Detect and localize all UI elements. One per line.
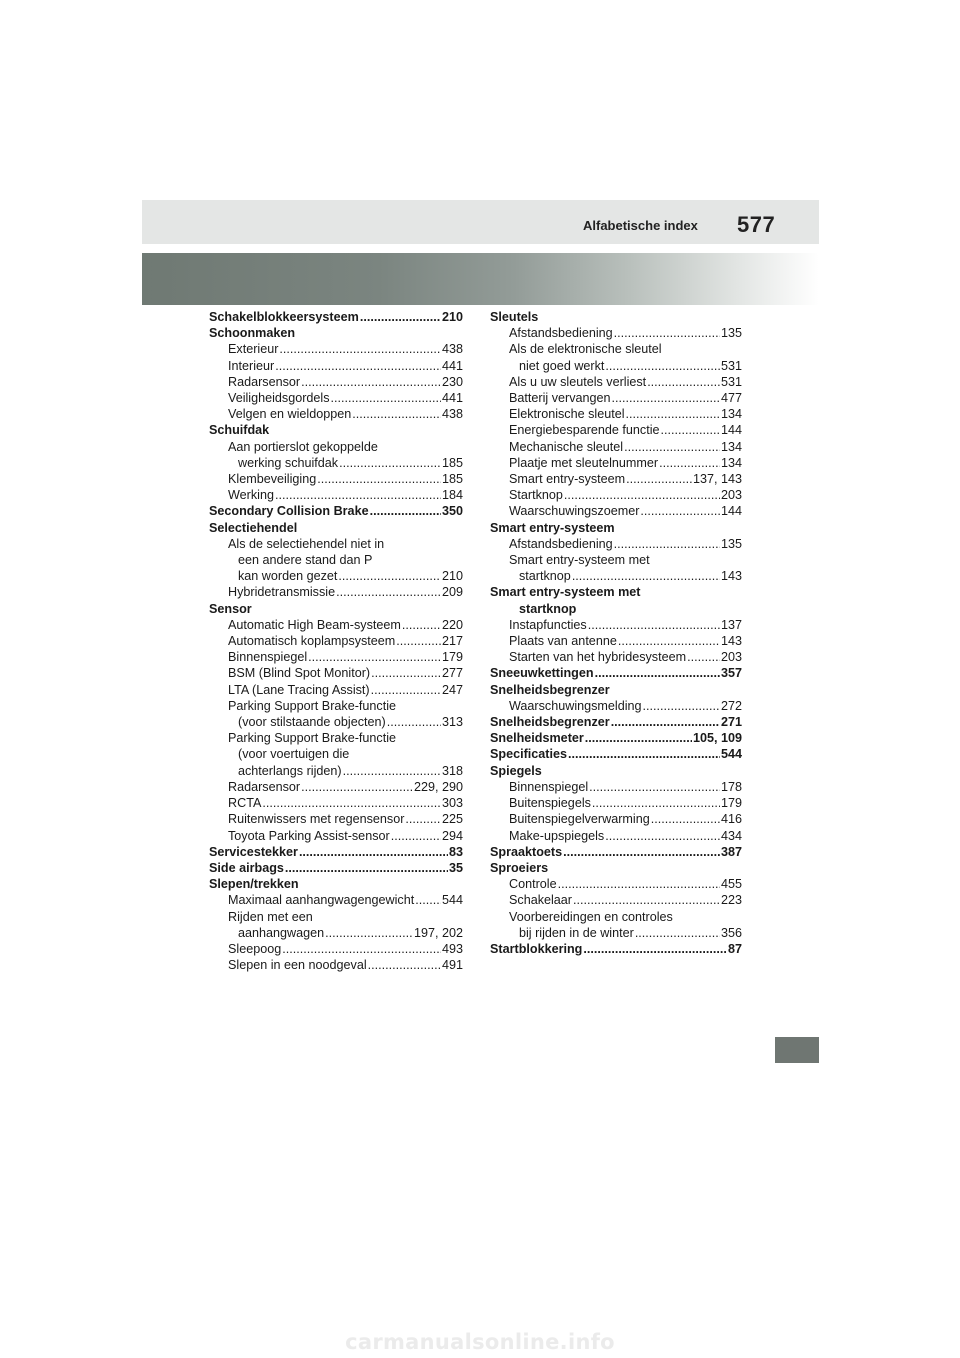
index-entry [490,876,742,892]
index-entry-text: Automatisch koplampsysteem [228,634,396,649]
index-entry [209,876,463,892]
dot-leader [343,763,441,779]
index-entry [209,844,463,860]
index-entry-text: Servicestekker [209,844,298,859]
index-column-right [490,309,742,957]
index-entry [490,682,742,698]
index-entry-page: 220 [441,617,463,632]
dot-leader [572,568,720,584]
dot-leader [647,374,720,390]
index-entry-text: Snelheidsbegrenzer [490,682,610,697]
index-entry-page: 544 [441,893,463,908]
dot-leader [605,358,720,374]
index-entry-text: Slepen/trekken [209,877,299,892]
dot-leader [573,892,720,908]
index-entry-text: Voorbereidingen en controles [509,909,673,924]
index-entry-page: 493 [441,941,463,956]
index-entry-page: 135 [720,536,742,551]
index-entry-text: Als de elektronische sleutel [509,342,662,357]
index-entry-text: Sleepoog [228,941,282,956]
index-entry-text: Startknop [509,488,563,503]
index-entry [490,795,742,811]
index-entry [490,746,742,762]
dot-leader [279,341,441,357]
index-entry-page: 357 [720,666,742,681]
index-entry-page: 137 [720,617,742,632]
index-entry [490,763,742,779]
dot-leader [612,390,720,406]
dot-leader [387,714,441,730]
dot-leader [338,568,441,584]
index-entry-page: 203 [720,488,742,503]
index-entry-page: 137, 143 [692,472,742,487]
index-entry-text: Startblokkering [490,941,583,956]
index-entry-text: Snelheidsbegrenzer [490,715,610,730]
index-entry-page: 272 [720,698,742,713]
index-entry-page: 271 [720,715,742,730]
index-entry [209,520,463,536]
index-entry [490,390,742,406]
index-entry [209,957,463,973]
index-entry-text: startknop [519,569,571,584]
dot-leader [585,730,692,746]
dot-leader [589,779,720,795]
index-entry [490,439,742,455]
dot-leader [282,941,441,957]
page-number: 577 [737,212,776,237]
index-entry [209,617,463,633]
index-entry-page: 185 [441,472,463,487]
index-entry [209,811,463,827]
index-entry [209,422,463,438]
index-entry-page: 185 [441,455,463,470]
index-entry-text: Sensor [209,601,252,616]
index-entry-text: (voor stilstaande objecten) [238,715,386,730]
index-entry [209,552,463,568]
dot-leader [624,439,720,455]
index-entry-text: Waarschuwingszoemer [509,504,640,519]
dot-leader [262,795,441,811]
index-entry [209,390,463,406]
index-entry-text: Toyota Parking Assist-sensor [228,828,390,843]
index-entry-page: 318 [441,763,463,778]
index-entry [490,714,742,730]
index-entry-text: Hybridetransmissie [228,585,336,600]
index-entry-text: Velgen en wieldoppen [228,407,352,422]
index-entry [490,520,742,536]
index-entry-page: 184 [441,488,463,503]
index-entry-page: 35 [448,860,463,875]
index-entry-text: Elektronische sleutel [509,407,625,422]
index-entry-text: Schakelaar [509,893,573,908]
index-entry-page: 210 [441,569,463,584]
index-entry [490,925,742,941]
index-entry-text: Rijden met een [228,909,313,924]
index-entry [490,341,742,357]
index-entry-page: 277 [441,666,463,681]
index-entry-page: 387 [720,844,742,859]
index-entry [490,665,742,681]
index-entry-text: Ruitenwissers met regensensor [228,812,405,827]
dot-leader [661,422,720,438]
index-entry [490,568,742,584]
index-entry [490,552,742,568]
dot-leader [588,617,720,633]
dot-leader [592,795,720,811]
index-entry [490,503,742,519]
index-entry-text: Secondary Collision Brake [209,504,369,519]
index-entry [209,892,463,908]
dot-leader [568,746,720,762]
index-entry-text: Side airbags [209,860,284,875]
index-entry-text: Binnenspiegel [228,650,308,665]
index-entry [490,617,742,633]
index-entry-page: 87 [727,941,742,956]
index-entry-page: 144 [720,504,742,519]
index-entry-text: Buitenspiegels [509,796,591,811]
index-entry-page: 434 [720,828,742,843]
index-entry [490,309,742,325]
dot-leader [368,957,441,973]
dot-leader [308,649,441,665]
index-entry-page: 438 [441,342,463,357]
index-entry-text: Interieur [228,358,275,373]
dot-leader [301,374,441,390]
index-entry [490,811,742,827]
dot-leader [614,536,720,552]
index-entry [490,844,742,860]
index-entry-text: Aan portierslot gekoppelde [228,439,378,454]
index-entry-text: Plaats van antenne [509,634,617,649]
index-entry [490,374,742,390]
dot-leader [370,503,441,519]
index-entry [209,325,463,341]
index-entry-text: Spiegels [490,763,542,778]
index-entry-page: 134 [720,407,742,422]
index-entry [209,763,463,779]
index-entry-page: 179 [441,650,463,665]
dot-leader [605,828,720,844]
index-entry [490,698,742,714]
index-entry [209,730,463,746]
index-entry-page: 143 [720,634,742,649]
index-entry [209,746,463,762]
index-entry-page: 416 [720,812,742,827]
dot-leader [651,811,720,827]
index-entry [209,503,463,519]
index-entry-text: Smart entry-systeem met [490,585,641,600]
index-entry-page: 203 [720,650,742,665]
dot-leader [331,390,441,406]
index-entry-text: Radarsensor [228,779,301,794]
dot-leader [396,633,441,649]
index-entry [490,909,742,925]
index-entry-text: Als de selectiehendel niet in [228,536,385,551]
index-entry [209,374,463,390]
index-entry [209,795,463,811]
index-entry-page: 438 [441,407,463,422]
index-entry [490,649,742,665]
index-entry-text: Exterieur [228,342,279,357]
index-entry-text: Waarschuwingsmelding [509,698,642,713]
section-title: Alfabetische index [583,218,698,233]
index-entry-text: (voor voertuigen die [238,747,350,762]
index-entry-text: achterlangs rijden) [238,763,342,778]
index-entry-page: 544 [720,747,742,762]
dot-leader [563,844,720,860]
dot-leader [275,487,441,503]
index-entry-text: Instapfuncties [509,617,587,632]
index-entry [209,309,463,325]
index-entry-page: 144 [720,423,742,438]
index-entry [490,860,742,876]
index-entry [209,779,463,795]
index-entry [209,471,463,487]
index-entry-text: Smart entry-systeem [490,520,615,535]
index-entry-text: Smart entry-systeem [509,472,626,487]
index-entry [209,358,463,374]
index-entry-text: Plaatje met sleutelnummer [509,455,659,470]
dot-leader [618,633,720,649]
index-entry-text: BSM (Blind Spot Monitor) [228,666,371,681]
dot-leader [614,325,720,341]
index-entry [490,325,742,341]
index-entry-page: 441 [441,391,463,406]
index-entry [209,487,463,503]
index-entry-text: Parking Support Brake-functie [228,698,397,713]
index-entry-text: Sleutels [490,310,539,324]
dot-leader [643,698,720,714]
index-entry-text: LTA (Lane Tracing Assist) [228,682,370,697]
index-entry [209,341,463,357]
index-entry [490,455,742,471]
index-entry-text: Starten van het hybridesysteem [509,650,687,665]
index-entry [490,601,742,617]
index-entry-page: 225 [441,812,463,827]
index-entry-text: Radarsensor [228,374,301,389]
dot-leader [626,406,720,422]
dot-leader [558,876,720,892]
index-entry [490,487,742,503]
index-entry-page: 477 [720,391,742,406]
index-entry-text: Buitenspiegelverwarming [509,812,650,827]
index-entry-page: 531 [720,358,742,373]
index-entry-text: Schoonmaken [209,326,296,341]
dot-leader [339,455,441,471]
index-entry-text: RCTA [228,796,262,811]
index-entry [209,584,463,600]
index-entry [209,828,463,844]
index-entry-text: kan worden gezet [238,569,338,584]
index-entry [209,455,463,471]
index-entry [209,714,463,730]
dot-leader [687,649,720,665]
index-entry-page: 247 [441,682,463,697]
dot-leader [301,779,413,795]
dot-leader [299,844,448,860]
index-entry-text: Make-upspiegels [509,828,605,843]
index-entry-text: Spraaktoets [490,844,563,859]
index-entry-page: 134 [720,455,742,470]
index-entry-page: 455 [720,877,742,892]
index-entry [209,536,463,552]
dot-leader [371,665,441,681]
index-entry-page: 197, 202 [413,925,463,940]
index-entry [490,941,742,957]
index-entry [209,406,463,422]
dot-leader [611,714,720,730]
dot-leader [325,925,413,941]
index-entry-page: 105, 109 [692,731,742,746]
index-entry [209,909,463,925]
index-entry [490,406,742,422]
dot-leader [391,828,441,844]
index-entry-page: 134 [720,439,742,454]
index-entry-page: 83 [448,844,463,859]
index-entry-page: 229, 290 [413,779,463,794]
index-entry [209,698,463,714]
index-entry-text: Batterij vervangen [509,391,611,406]
index-entry-text: Sneeuwkettingen [490,666,594,681]
index-entry [209,941,463,957]
dot-leader [275,358,441,374]
index-entry-text: Afstandsbediening [509,536,613,551]
dot-leader [371,682,441,698]
index-entry-text: Mechanische sleutel [509,439,624,454]
index-entry-page: 531 [720,374,742,389]
dot-leader [360,309,441,325]
dot-leader [659,455,720,471]
dot-leader [352,406,441,422]
index-entry-text: een andere stand dan P [238,553,373,568]
index-entry-text: Smart entry-systeem met [509,553,650,568]
index-entry-page: 179 [720,796,742,811]
index-entry-page: 135 [720,326,742,341]
index-entry-page: 217 [441,634,463,649]
dot-leader [564,487,720,503]
index-entry-text: Selectiehendel [209,520,298,535]
index-entry [490,358,742,374]
index-entry [209,568,463,584]
index-entry-text: niet goed werkt [519,358,605,373]
index-entry-page: 441 [441,358,463,373]
dot-leader [317,471,441,487]
index-entry-text: Binnenspiegel [509,779,589,794]
index-entry-text: Snelheidsmeter [490,731,584,746]
index-entry-text: Afstandsbediening [509,326,613,341]
index-entry-page: 491 [441,958,463,973]
index-entry-text: werking schuifdak [238,455,339,470]
index-entry-page: 210 [441,310,463,324]
index-entry-text: Klembeveiliging [228,472,317,487]
dot-leader [626,471,692,487]
index-column-left [209,309,463,973]
section-side-tab [775,1037,819,1063]
dot-leader [415,892,441,908]
index-entry-page: 313 [441,715,463,730]
index-entry-text: Automatic High Beam-systeem [228,617,401,632]
index-entry [209,601,463,617]
index-entry-text: Specificaties [490,747,568,762]
section-banner [142,253,819,305]
index-entry [209,860,463,876]
index-entry [209,633,463,649]
dot-leader [402,617,441,633]
index-entry-text: Maximaal aanhangwagengewicht [228,893,415,908]
index-entry-text: bij rijden in de winter [519,925,634,940]
index-entry [490,779,742,795]
index-entry-page: 209 [441,585,463,600]
index-entry [490,422,742,438]
index-entry [490,633,742,649]
index-entry-text: Slepen in een noodgeval [228,958,367,973]
index-entry-text: Parking Support Brake-functie [228,731,397,746]
dot-leader [336,584,441,600]
index-entry-page: 350 [441,504,463,519]
index-entry-text: Sproeiers [490,860,549,875]
index-entry-page: 294 [441,828,463,843]
index-entry-text: Controle [509,877,557,892]
index-entry [490,828,742,844]
index-entry-page: 143 [720,569,742,584]
index-entry [209,649,463,665]
index-entry-page: 230 [441,374,463,389]
index-entry-text: aanhangwagen [238,925,325,940]
watermark: carmanualsonline.info [345,1330,615,1354]
header-band [142,200,819,244]
dot-leader [640,503,720,519]
dot-leader [405,811,441,827]
index-entry [209,925,463,941]
index-entry-page: 356 [720,925,742,940]
index-entry-text: Energiebesparende functie [509,423,660,438]
index-entry-text: Veiligheidsgordels [228,391,330,406]
dot-leader [583,941,727,957]
index-entry [490,584,742,600]
index-entry-text: Als u uw sleutels verliest [509,374,647,389]
index-entry-page: 178 [720,779,742,794]
index-entry-page: 223 [720,893,742,908]
index-entry-text: startknop [519,601,577,616]
index-entry-text: Schuifdak [209,423,270,438]
dot-leader [595,665,720,681]
index-entry [209,665,463,681]
index-entry [490,536,742,552]
index-entry-text: Werking [228,488,274,503]
dot-leader [285,860,448,876]
index-entry [490,892,742,908]
index-entry-page: 303 [441,796,463,811]
index-entry [490,730,742,746]
index-entry-text: Schakelblokkeersysteem [209,310,359,324]
index-entry [490,471,742,487]
dot-leader [635,925,720,941]
index-entry [209,682,463,698]
index-entry [209,439,463,455]
